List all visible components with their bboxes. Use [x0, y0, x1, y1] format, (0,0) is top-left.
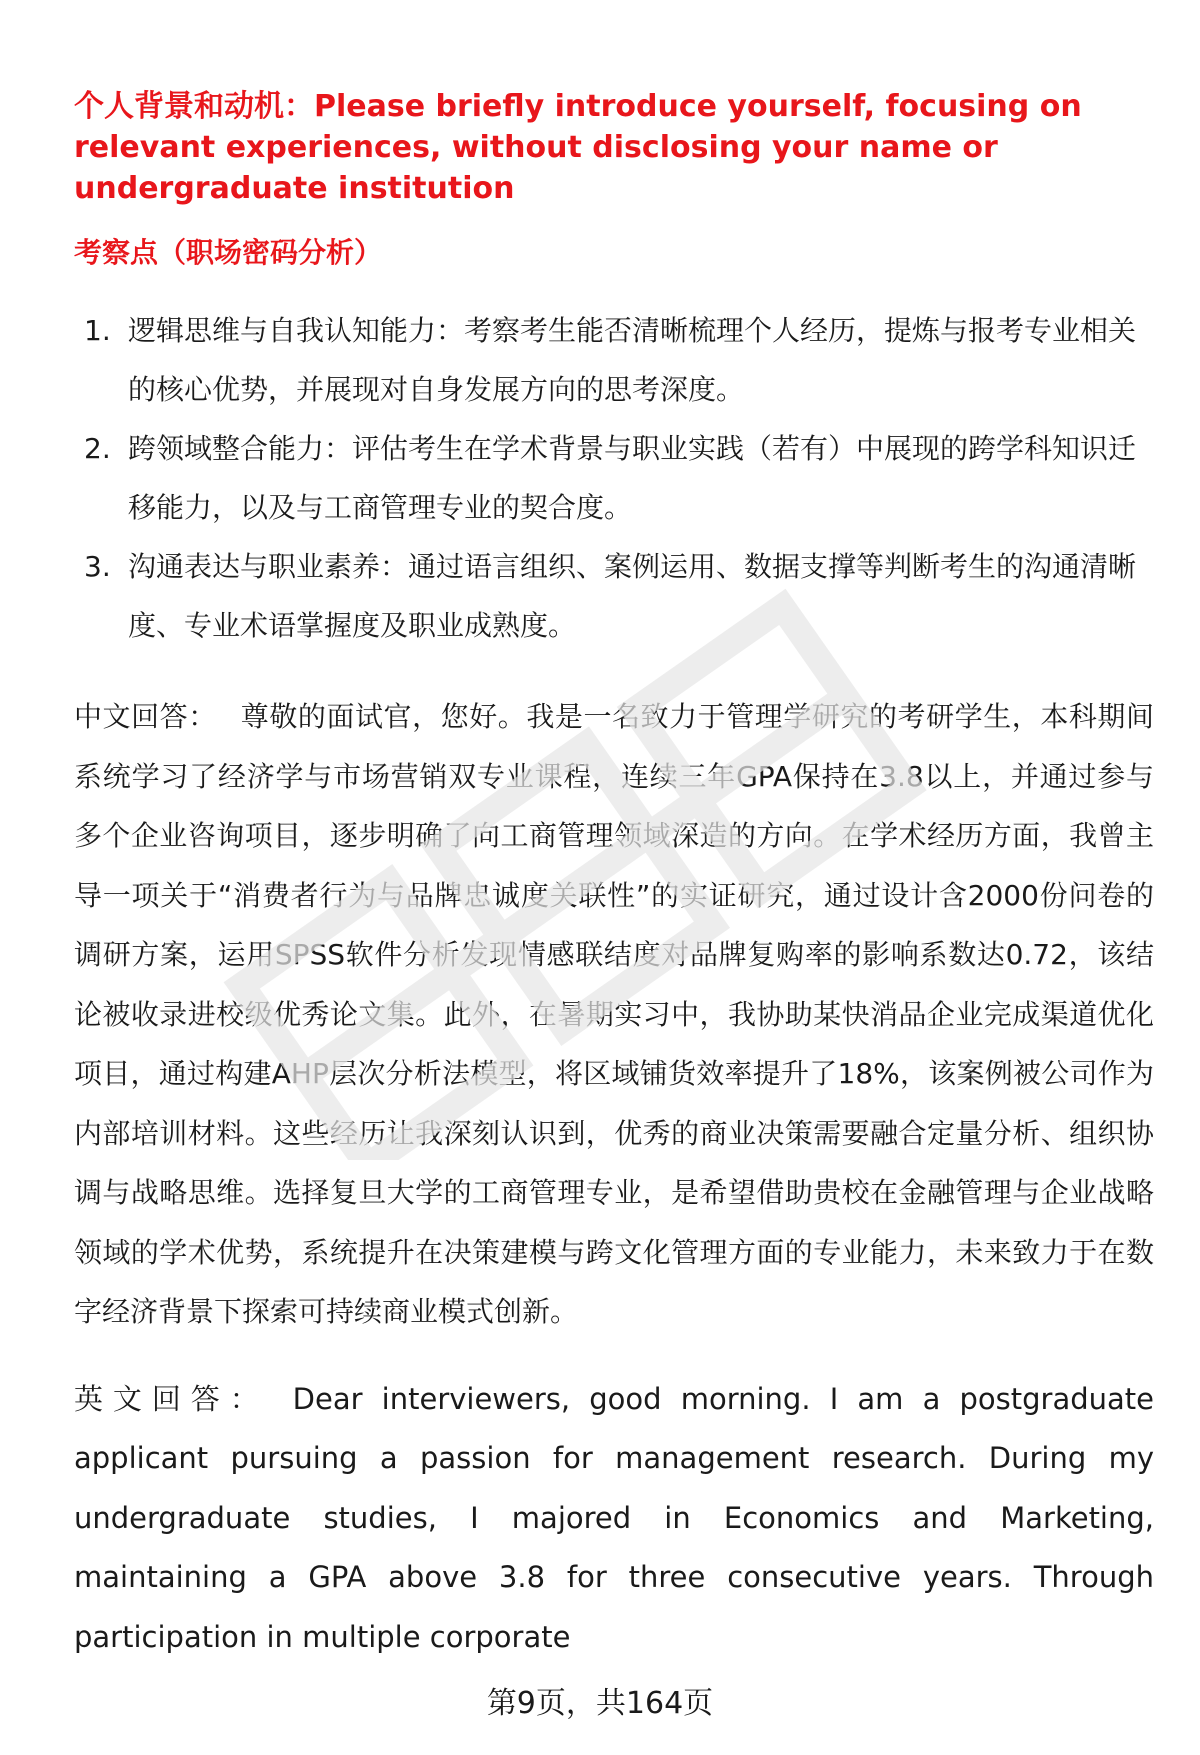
list-item-number: 1.: [84, 314, 111, 347]
list-item: [74, 301, 1154, 419]
list-item-text: 跨领域整合能力：评估考生在学术背景与职业实践（若有）中展现的跨学科知识迁移能力，以及与工商管理专业的契合度。: [128, 432, 1137, 524]
list-item: [74, 419, 1154, 537]
list-item-text: 沟通表达与职业素养：通过语言组织、案例运用、数据支撑等判断考生的沟通清晰度、专业术语掌握度及职业成熟度。: [128, 550, 1137, 642]
english-answer-label: 英文回答：: [74, 1381, 269, 1416]
english-answer-paragraph: [74, 1370, 1154, 1668]
assessment-points-list: [74, 301, 1154, 655]
chinese-answer-label: 中文回答：: [74, 700, 217, 733]
list-item-number: 3.: [84, 550, 111, 583]
chinese-answer-paragraph: [74, 687, 1154, 1342]
section-heading: 个人背景和动机：Please briefly introduce yourself, focusing on relevant experiences, without disclosing your name or undergraduate institution: [74, 89, 1082, 206]
list-item: [74, 537, 1154, 655]
chinese-answer-text: 尊敬的面试官，您好。我是一名致力于管理学研究的考研学生，本科期间系统学习了经济学与市场营销双专业课程，连续三年GPA保持在3.8以上，并通过参与多个企业咨询项目，逐步明确了向工商管理领域深造的方向。在学术经历方面，我曾主导一项关于“消费者行为与品牌忠诚度关联性”的实证研究，通过设计含2000份问卷的调研方案，运用SPSS软件分析发现情感联结度对品牌复购率的影响系数达0.72，该结论被收录进校级优秀论文集。此外，在暑期实习中，我协助某快消品企业完成渠道优化项目，通过构建AHP层次分析法模型，将区域铺货效率提升了18%，该案例被公司作为内部培训材料。这些经历让我深刻认识到，优秀的商业决策需要融合定量分析、组织协调与战略思维。选择复旦大学的工商管理专业，是希望借助贵校在金融管理与企业战略领域的学术优势，系统提升在决策建模与跨文化管理方面的专业能力，未来致力于在数字经济背景下探索可持续商业模式创新。: [74, 700, 1154, 1328]
assessment-points-heading: 考察点（职场密码分析）: [74, 236, 383, 269]
english-answer-text: Dear interviewers, good morning. I am a postgraduate applicant pursuing a passion for management research. During my undergraduate studies, I majored in Economics and Marketing, maintaining a GPA above 3.8 for three consecutive years. Through participation in multiple corporate: [74, 1381, 1154, 1654]
document-page: [74, 86, 1154, 1667]
page-number-footer: 第9页，共164页: [486, 1686, 714, 1721]
list-item-number: 2.: [84, 432, 111, 465]
list-item-text: 逻辑思维与自我认知能力：考察考生能否清晰梳理个人经历，提炼与报考专业相关的核心优势，并展现对自身发展方向的思考深度。: [128, 314, 1137, 406]
